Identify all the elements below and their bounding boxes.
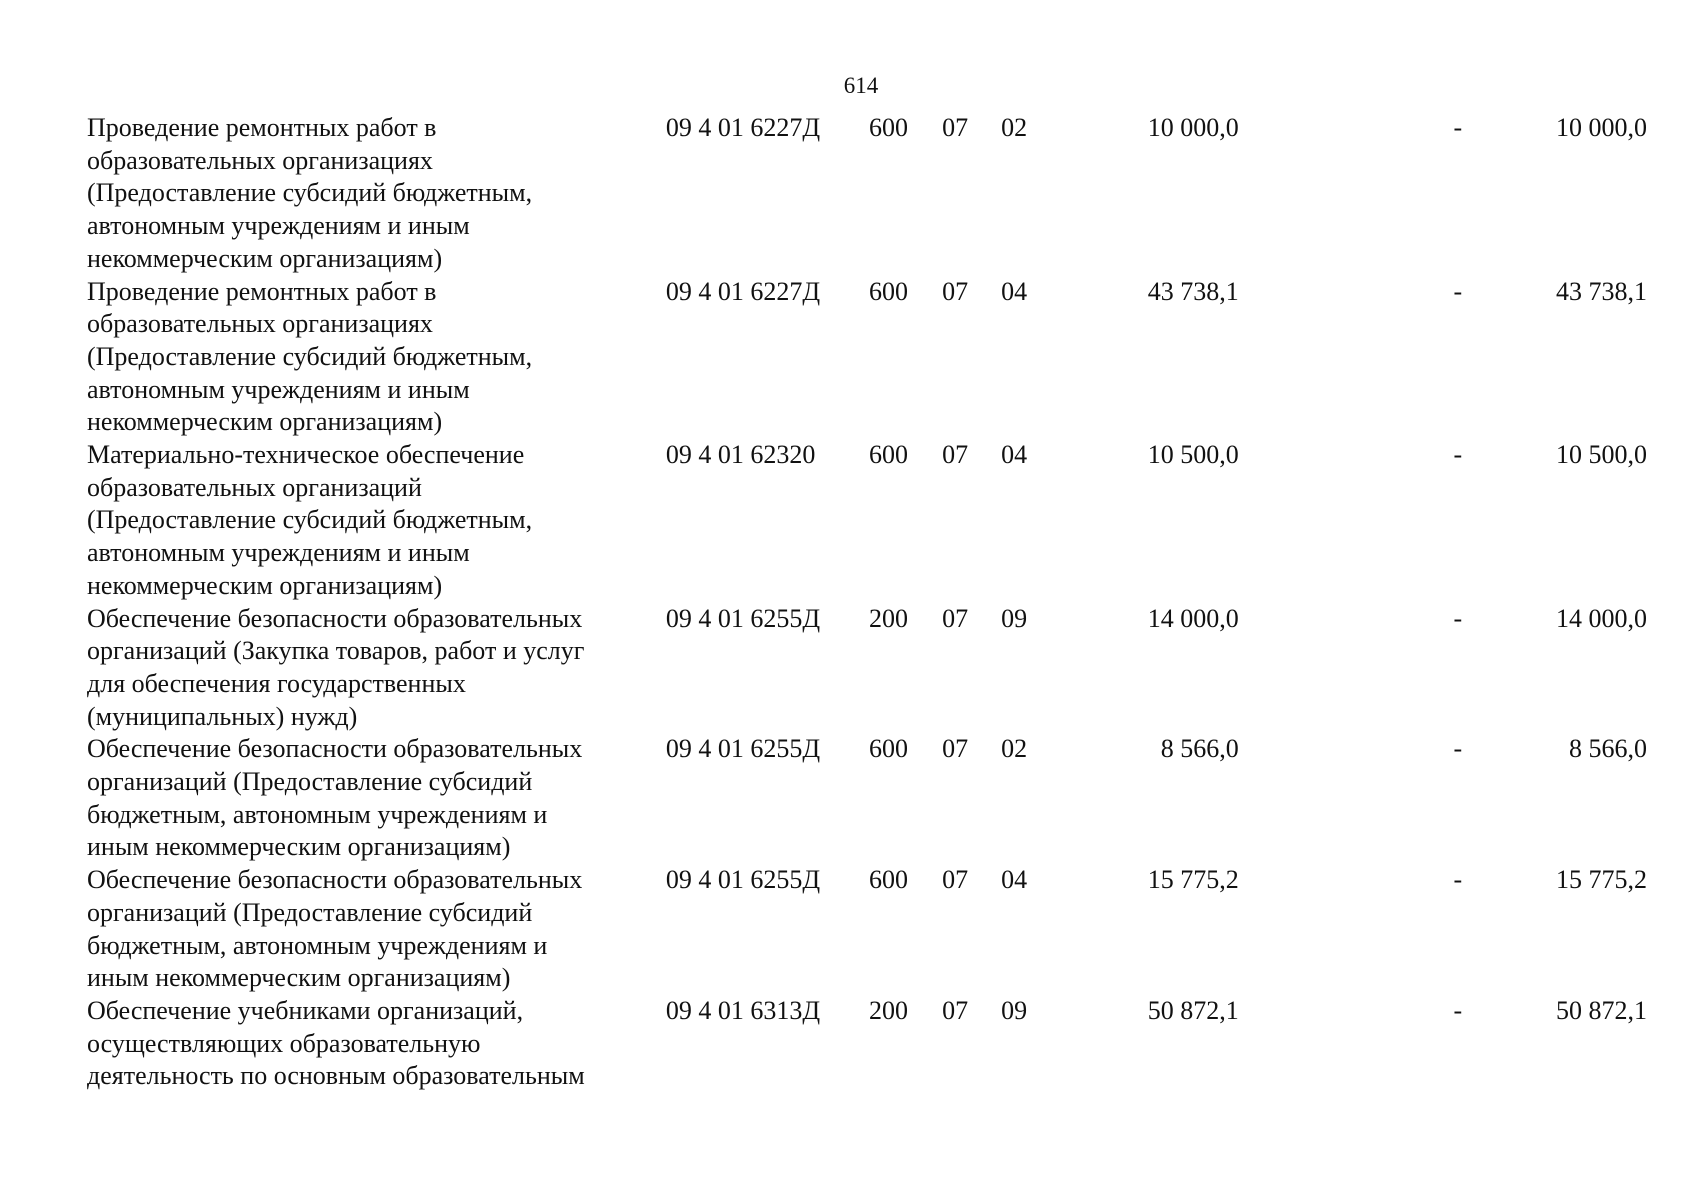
total-amount: 50 872,1 [1556,995,1647,1025]
expense-type-code: 600 [869,276,909,306]
expense-name-cell [87,276,666,440]
target-article-code: 09 4 01 6255Д [665,865,821,895]
expense-name-cell [87,603,666,734]
section-code: 07 [942,113,969,142]
expense-name-line: Обеспечение безопасности образовательных [87,865,583,895]
table-row [87,995,1647,1093]
expense-name-cell [87,112,666,276]
section-code: 07 [942,276,969,306]
expense-name-line: Обеспечение безопасности образовательных [87,603,583,633]
subsection-code: 09 [1001,603,1028,633]
budget-table [87,112,1647,1093]
change-amount: - [1453,734,1463,764]
expense-name-line: образовательных организаций [87,472,422,502]
total-amount: 8 566,0 [1569,734,1647,764]
expense-type-code: 200 [869,995,909,1025]
subsection-code: 04 [1001,276,1028,306]
change-amount: - [1453,603,1463,633]
section-code: 07 [942,440,969,470]
table-row [87,603,1647,734]
expense-name-line: автономным учреждениям и иным [87,538,470,568]
subsection-code: 04 [1001,865,1028,895]
initial-amount: 10 500,0 [1147,440,1239,470]
expense-type-code: 600 [869,734,909,764]
expense-name-line: организаций (Закупка товаров, работ и услуг [87,636,585,666]
expense-name-line: некоммерческим организациям) [87,407,443,437]
expense-name-line: иным некоммерческим организациям) [87,963,511,993]
table-row [87,276,1647,440]
expense-name-line: Обеспечение учебниками организаций, [87,995,524,1025]
subsection-code: 02 [1001,734,1028,764]
initial-amount: 10 000,0 [1147,113,1239,142]
table-row [87,733,1647,864]
table-row [87,439,1647,603]
table-row [87,112,1647,276]
expense-type-code: 600 [869,865,909,895]
table-body [87,112,1647,1093]
section-code: 07 [942,734,969,764]
total-amount: 10 000,0 [1556,113,1647,142]
expense-name-line: бюджетным, автономным учреждениям и [87,930,548,960]
expense-type-code: 600 [869,113,909,142]
expense-name-line: для обеспечения государственных [87,668,466,698]
change-amount: - [1453,440,1463,470]
expense-name-line: образовательных организациях [87,145,433,175]
expense-name-line: бюджетным, автономным учреждениям и [87,799,548,829]
table-row [87,864,1647,995]
change-amount: - [1453,865,1463,895]
expense-name-line: организаций (Предоставление субсидий [87,897,533,927]
expense-name-line: (муниципальных) нужд) [87,701,358,731]
expense-name-line: Обеспечение безопасности образовательных [87,734,583,764]
target-article-code: 09 4 01 6227Д [665,113,821,142]
target-article-code: 09 4 01 62320 [665,440,816,470]
expense-name-cell [87,864,666,995]
expense-name-line: некоммерческим организациям) [87,243,443,273]
expense-name-cell [87,995,666,1093]
initial-amount: 8 566,0 [1160,734,1239,764]
change-amount: - [1453,995,1463,1025]
subsection-code: 02 [1001,113,1028,142]
page-number: 614 [843,73,879,98]
expense-type-code: 600 [869,440,909,470]
expense-name-cell [87,439,666,603]
target-article-code: 09 4 01 6313Д [665,995,821,1025]
expense-name-line: осуществляющих образовательную [87,1028,481,1058]
expense-name-line: (Предоставление субсидий бюджетным, [87,178,533,208]
initial-amount: 15 775,2 [1147,865,1239,895]
expense-name-line: организаций (Предоставление субсидий [87,767,533,797]
expense-name-line: (Предоставление субсидий бюджетным, [87,341,533,371]
initial-amount: 43 738,1 [1147,276,1239,306]
target-article-code: 09 4 01 6227Д [665,276,821,306]
subsection-code: 09 [1001,995,1028,1025]
total-amount: 10 500,0 [1556,440,1647,470]
section-code: 07 [942,995,969,1025]
total-amount: 14 000,0 [1556,603,1647,633]
total-amount: 43 738,1 [1556,276,1647,306]
section-code: 07 [942,603,969,633]
expense-name-cell [87,733,666,864]
subsection-code: 04 [1001,440,1028,470]
expense-name-line: Материально-техническое обеспечение [87,440,525,470]
expense-type-code: 200 [869,603,909,633]
expense-name-line: автономным учреждениям и иным [87,211,470,241]
target-article-code: 09 4 01 6255Д [665,603,821,633]
total-amount: 15 775,2 [1556,865,1647,895]
expense-name-line: Проведение ремонтных работ в [87,113,437,142]
expense-name-line: деятельность по основным образовательным [87,1061,585,1091]
expense-name-line: Проведение ремонтных работ в [87,276,437,306]
initial-amount: 50 872,1 [1147,995,1239,1025]
target-article-code: 09 4 01 6255Д [665,734,821,764]
expense-name-line: иным некоммерческим организациям) [87,832,511,862]
expense-name-line: образовательных организациях [87,309,433,339]
initial-amount: 14 000,0 [1147,603,1239,633]
expense-name-line: некоммерческим организациям) [87,570,443,600]
expense-name-line: (Предоставление субсидий бюджетным, [87,505,533,535]
expense-name-line: автономным учреждениям и иным [87,374,470,404]
change-amount: - [1453,276,1463,306]
change-amount: - [1453,113,1463,142]
section-code: 07 [942,865,969,895]
